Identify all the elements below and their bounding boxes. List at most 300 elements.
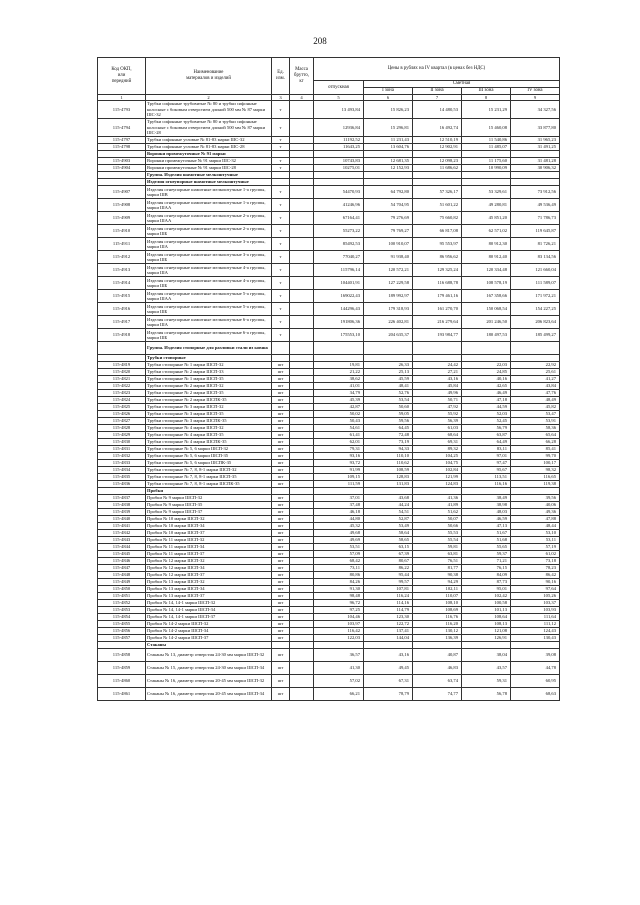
zone-1-price-cell: 123,30 bbox=[364, 614, 413, 621]
header-name-line: Наименование bbox=[193, 70, 224, 76]
table-row bbox=[98, 688, 560, 701]
wholesale-price-cell: 67164,41 bbox=[314, 212, 364, 225]
name-cell: Трубки сифонные угловые № 81-83 марки ШС-28 bbox=[146, 144, 272, 151]
zone-2-price-cell: 86 956,62 bbox=[413, 251, 462, 264]
empty-cell bbox=[462, 172, 511, 179]
zone-2-price-cell: 61,03 bbox=[413, 425, 462, 432]
zone-3-price-cell: 49 280,81 bbox=[462, 199, 511, 212]
header-prices-title: Цены в рублях на IV квартал (в ценах без НДС) bbox=[314, 58, 560, 81]
zone-2-price-cell: 124,83 bbox=[413, 481, 462, 488]
mass-cell bbox=[290, 467, 314, 474]
empty-code-cell bbox=[98, 172, 146, 179]
zone-4-price-cell: 71 786,73 bbox=[511, 212, 560, 225]
zone-2-price-cell: 136,39 bbox=[413, 635, 462, 642]
header-code-line: или bbox=[117, 73, 126, 78]
table-row bbox=[98, 390, 560, 397]
empty-cell bbox=[462, 151, 511, 158]
mass-cell bbox=[290, 137, 314, 144]
wholesale-price-cell: 53,51 bbox=[314, 544, 364, 551]
mass-cell bbox=[290, 101, 314, 119]
column-number: 7 bbox=[413, 94, 462, 101]
zone-3-price-cell: 15 460,08 bbox=[462, 119, 511, 137]
wholesale-price-cell: 73,11 bbox=[314, 565, 364, 572]
zone-1-price-cell: 86,22 bbox=[364, 565, 413, 572]
wholesale-price-cell: 116,42 bbox=[314, 628, 364, 635]
name-cell: Трубки стопорные № 2 марки ШСПК-35 bbox=[146, 397, 272, 404]
zone-2-price-cell: 41,36 bbox=[413, 495, 462, 502]
empty-cell bbox=[413, 342, 462, 355]
code-cell: 115-4834 bbox=[98, 467, 146, 474]
zone-1-price-cell: 116,24 bbox=[364, 593, 413, 600]
zone-4-price-cell: 39,08 bbox=[511, 649, 560, 662]
header-mass-line: кг bbox=[299, 78, 304, 84]
table-row bbox=[98, 474, 560, 481]
unit-cell: шт bbox=[272, 675, 290, 688]
empty-cell bbox=[413, 151, 462, 158]
zone-2-price-cell: 12 902,91 bbox=[413, 144, 462, 151]
zone-2-price-cell: 116,76 bbox=[413, 614, 462, 621]
zone-4-price-cell: 40,06 bbox=[511, 502, 560, 509]
zone-3-price-cell: 48,03 bbox=[462, 509, 511, 516]
name-cell: Изделия огнеупорные шамотные мелкоштучные 6-а группы, марки ША bbox=[146, 316, 272, 329]
zone-4-price-cell: 39,56 bbox=[511, 495, 560, 502]
table-row bbox=[98, 481, 560, 488]
wholesale-price-cell: 11643,25 bbox=[314, 144, 364, 151]
unit-cell: шт bbox=[272, 662, 290, 675]
name-cell: Пробки № 13 марки ШСП-32 bbox=[146, 579, 272, 586]
code-cell: 115-4820 bbox=[98, 369, 146, 376]
name-cell: Пробки № 11 марки ШСП-34 bbox=[146, 544, 272, 551]
table-row bbox=[98, 316, 560, 329]
mass-cell bbox=[290, 376, 314, 383]
mass-cell bbox=[290, 572, 314, 579]
empty-code-cell bbox=[98, 179, 146, 186]
unit-cell: шт bbox=[272, 523, 290, 530]
zone-2-price-cell: 95 553,97 bbox=[413, 238, 462, 251]
zone-4-price-cell: 31 965,23 bbox=[511, 137, 560, 144]
name-cell: Трубки стопорные № 4 марки ШСП-32 bbox=[146, 425, 272, 432]
table-row bbox=[98, 137, 560, 144]
header-wholesale: отпускная bbox=[314, 81, 364, 95]
mass-cell bbox=[290, 264, 314, 277]
zone-1-price-cell: 204 635,37 bbox=[364, 329, 413, 342]
subgroup-heading-row bbox=[98, 488, 560, 495]
name-cell: Трубки сифонные трубовитые № 80 и трубки сифонные колосные с боковым отверстием длиной 500 мм № 87 марки ШС-28 bbox=[146, 119, 272, 137]
zone-3-price-cell: 108,13 bbox=[462, 621, 511, 628]
zone-4-price-cell: 33 877,80 bbox=[511, 119, 560, 137]
table-row bbox=[98, 418, 560, 425]
zone-3-price-cell: 15 231,29 bbox=[462, 101, 511, 119]
name-cell: Воронки промежуточные № 91 марки ШС-32 bbox=[146, 158, 272, 165]
zone-4-price-cell: 68,63 bbox=[511, 688, 560, 701]
mass-cell bbox=[290, 649, 314, 662]
mass-cell bbox=[290, 600, 314, 607]
zone-4-price-cell: 43,84 bbox=[511, 383, 560, 390]
mass-cell bbox=[290, 251, 314, 264]
unit-cell: шт bbox=[272, 688, 290, 701]
empty-cell bbox=[511, 642, 560, 649]
empty-code-cell bbox=[98, 642, 146, 649]
wholesale-price-cell: 44,80 bbox=[314, 516, 364, 523]
wholesale-price-cell: 91,99 bbox=[314, 467, 364, 474]
unit-cell: шт bbox=[272, 495, 290, 502]
zone-3-price-cell: 108 578,19 bbox=[462, 277, 511, 290]
empty-cell bbox=[290, 355, 314, 362]
wholesale-price-cell: 21,22 bbox=[314, 369, 364, 376]
table-row bbox=[98, 662, 560, 675]
zone-4-price-cell: 45,82 bbox=[511, 404, 560, 411]
zone-2-price-cell: 12 098,23 bbox=[413, 158, 462, 165]
zone-1-price-cell: 67,39 bbox=[364, 551, 413, 558]
wholesale-price-cell: 84,26 bbox=[314, 579, 364, 586]
name-cell: Изделия огнеупорные шамотные мелкоштучные 2-а группы, марки ШБ bbox=[146, 225, 272, 238]
name-cell: Пробки № 14-2 марки ШСП-37 bbox=[146, 635, 272, 642]
zone-2-price-cell: 11 686,62 bbox=[413, 165, 462, 172]
code-cell: 115-4840 bbox=[98, 516, 146, 523]
zone-1-price-cell: 108,59 bbox=[364, 467, 413, 474]
empty-cell bbox=[364, 179, 413, 186]
zone-1-price-cell: 58,65 bbox=[364, 537, 413, 544]
zone-1-price-cell: 94,33 bbox=[364, 446, 413, 453]
unit-cell: шт bbox=[272, 446, 290, 453]
empty-cell bbox=[511, 488, 560, 495]
empty-cell bbox=[462, 642, 511, 649]
name-cell: Трубки стопорные № 1 марки ШСП-32 bbox=[146, 362, 272, 369]
zone-2-price-cell: 102,11 bbox=[413, 586, 462, 593]
wholesale-price-cell: 10275,01 bbox=[314, 165, 364, 172]
zone-3-price-cell: 22,03 bbox=[462, 362, 511, 369]
zone-4-price-cell: 119 645,87 bbox=[511, 225, 560, 238]
mass-cell bbox=[290, 544, 314, 551]
mass-cell bbox=[290, 238, 314, 251]
name-cell: Трубки стопорные № 5, 6 марки ШСП-32 bbox=[146, 446, 272, 453]
unit-cell: т bbox=[272, 225, 290, 238]
table-row bbox=[98, 453, 560, 460]
zone-2-price-cell: 89,32 bbox=[413, 446, 462, 453]
zone-1-price-cell: 53,49 bbox=[364, 523, 413, 530]
name-cell: Пробки № 11 марки ШСП-37 bbox=[146, 551, 272, 558]
name-cell: Трубки стопорные № 3 марки ШСП-35 bbox=[146, 411, 272, 418]
name-cell: Трубки стопорные № 7, 8, 8-1 марки ШСП-35 bbox=[146, 474, 272, 481]
table-row bbox=[98, 264, 560, 277]
mass-cell bbox=[290, 362, 314, 369]
code-cell: 115-4913 bbox=[98, 264, 146, 277]
zone-4-price-cell: 103,37 bbox=[511, 600, 560, 607]
zone-3-price-cell: 24,85 bbox=[462, 369, 511, 376]
mass-cell bbox=[290, 635, 314, 642]
header-unit-line: изм. bbox=[276, 75, 285, 81]
code-cell: 115-4843 bbox=[98, 537, 146, 544]
zone-1-price-cell: 12 681,35 bbox=[364, 158, 413, 165]
zone-1-price-cell: 43,16 bbox=[364, 649, 413, 662]
wholesale-price-cell: 104,46 bbox=[314, 614, 364, 621]
zone-4-price-cell: 65,64 bbox=[511, 432, 560, 439]
zone-4-price-cell: 31 491,25 bbox=[511, 144, 560, 151]
header-estimate: Сметная bbox=[364, 81, 560, 88]
code-cell: 115-4836 bbox=[98, 481, 146, 488]
zone-3-price-cell: 51,67 bbox=[462, 530, 511, 537]
table-row bbox=[98, 537, 560, 544]
mass-cell bbox=[290, 425, 314, 432]
code-cell: 115-4858 bbox=[98, 649, 146, 662]
wholesale-price-cell: 104401,91 bbox=[314, 277, 364, 290]
table-row bbox=[98, 586, 560, 593]
column-number: 3 bbox=[272, 94, 290, 101]
unit-cell: шт bbox=[272, 362, 290, 369]
zone-4-price-cell: 111 589,07 bbox=[511, 277, 560, 290]
table-row bbox=[98, 607, 560, 614]
zone-2-price-cell: 12 510,19 bbox=[413, 137, 462, 144]
header-zone-4: IV зона bbox=[511, 87, 560, 94]
zone-2-price-cell: 69,31 bbox=[413, 439, 462, 446]
empty-code-cell bbox=[98, 151, 146, 158]
zone-2-price-cell: 104,25 bbox=[413, 453, 462, 460]
unit-cell: шт bbox=[272, 558, 290, 565]
zone-1-price-cell: 54 704,95 bbox=[364, 199, 413, 212]
zone-3-price-cell: 56,78 bbox=[462, 688, 511, 701]
zone-1-price-cell: 59,56 bbox=[364, 418, 413, 425]
subgroup-heading-row bbox=[98, 151, 560, 158]
table-row bbox=[98, 516, 560, 523]
name-cell: Трубки стопорные № 2 марки ШСП-33 bbox=[146, 369, 272, 376]
unit-cell: шт bbox=[272, 593, 290, 600]
empty-code-cell bbox=[98, 488, 146, 495]
unit-cell: т bbox=[272, 199, 290, 212]
mass-cell bbox=[290, 509, 314, 516]
mass-cell bbox=[290, 558, 314, 565]
name-cell: Трубки стопорные № 1 марки ШСП-35 bbox=[146, 376, 272, 383]
mass-cell bbox=[290, 383, 314, 390]
zone-2-price-cell: 57 326,17 bbox=[413, 186, 462, 199]
zone-2-price-cell: 116 688,78 bbox=[413, 277, 462, 290]
zone-4-price-cell: 119,38 bbox=[511, 481, 560, 488]
zone-3-price-cell: 97,47 bbox=[462, 460, 511, 467]
code-cell: 115-4860 bbox=[98, 675, 146, 688]
table-body bbox=[98, 101, 560, 701]
unit-cell: шт bbox=[272, 649, 290, 662]
unit-cell: шт bbox=[272, 474, 290, 481]
zone-4-price-cell: 154 227,25 bbox=[511, 303, 560, 316]
code-cell: 115-4844 bbox=[98, 544, 146, 551]
page-number: 208 bbox=[313, 36, 327, 46]
zone-2-price-cell: 161 270,70 bbox=[413, 303, 462, 316]
code-cell: 115-4910 bbox=[98, 225, 146, 238]
zone-4-price-cell: 49 536,49 bbox=[511, 199, 560, 212]
code-cell: 115-4903 bbox=[98, 158, 146, 165]
zone-1-price-cell: 110,62 bbox=[364, 460, 413, 467]
subgroup-heading-row bbox=[98, 355, 560, 362]
mass-cell bbox=[290, 688, 314, 701]
unit-cell: т bbox=[272, 316, 290, 329]
table-row bbox=[98, 649, 560, 662]
header-code-line: Код ОКП, bbox=[111, 67, 132, 73]
mass-cell bbox=[290, 446, 314, 453]
code-cell: 115-4917 bbox=[98, 316, 146, 329]
code-cell: 115-4911 bbox=[98, 238, 146, 251]
header-zone-1: I зона bbox=[364, 87, 413, 94]
table-row bbox=[98, 186, 560, 199]
code-cell: 115-4827 bbox=[98, 418, 146, 425]
zone-3-price-cell: 80 912,40 bbox=[462, 251, 511, 264]
code-cell: 115-4842 bbox=[98, 530, 146, 537]
wholesale-price-cell: 57,09 bbox=[314, 551, 364, 558]
unit-cell: шт bbox=[272, 460, 290, 467]
empty-cell bbox=[290, 342, 314, 355]
name-cell: Изделия огнеупорные шамотные мелкоштучные 1-а группы, марки ШВ bbox=[146, 186, 272, 199]
unit-cell: шт bbox=[272, 635, 290, 642]
name-cell: Изделия огнеупорные шамотные мелкоштучные 3-а группы, марки ШБ bbox=[146, 251, 272, 264]
empty-cell bbox=[272, 172, 290, 179]
zone-3-price-cell: 120 334,48 bbox=[462, 264, 511, 277]
zone-2-price-cell: 110,07 bbox=[413, 593, 462, 600]
table-row bbox=[98, 303, 560, 316]
zone-1-price-cell: 99,57 bbox=[364, 579, 413, 586]
table-row bbox=[98, 621, 560, 628]
mass-cell bbox=[290, 432, 314, 439]
unit-cell: шт bbox=[272, 621, 290, 628]
table-row bbox=[98, 523, 560, 530]
zone-1-price-cell: 15 296,81 bbox=[364, 119, 413, 137]
empty-cell bbox=[272, 488, 290, 495]
zone-2-price-cell: 14 480,53 bbox=[413, 101, 462, 119]
zone-4-price-cell: 31 481,28 bbox=[511, 158, 560, 165]
zone-3-price-cell: 47,18 bbox=[462, 397, 511, 404]
zone-1-price-cell: 13 604,76 bbox=[364, 144, 413, 151]
zone-4-price-cell: 97,64 bbox=[511, 586, 560, 593]
zone-2-price-cell: 55,92 bbox=[413, 411, 462, 418]
wholesale-price-cell: 80,86 bbox=[314, 572, 364, 579]
code-cell: 115-4794 bbox=[98, 119, 146, 137]
zone-4-price-cell: 49,36 bbox=[511, 509, 560, 516]
column-number: 6 bbox=[364, 94, 413, 101]
code-cell: 115-4845 bbox=[98, 551, 146, 558]
zone-3-price-cell: 59,31 bbox=[462, 675, 511, 688]
unit-cell: шт bbox=[272, 369, 290, 376]
unit-cell: шт bbox=[272, 572, 290, 579]
zone-1-price-cell: 58,64 bbox=[364, 530, 413, 537]
wholesale-price-cell: 45,39 bbox=[314, 397, 364, 404]
code-cell: 115-4861 bbox=[98, 688, 146, 701]
name-cell: Трубки стопорные № 5, 6 марки ШСПК-35 bbox=[146, 460, 272, 467]
code-cell: 115-4825 bbox=[98, 404, 146, 411]
zone-3-price-cell: 38,04 bbox=[462, 649, 511, 662]
unit-cell: шт bbox=[272, 509, 290, 516]
empty-cell bbox=[462, 342, 511, 355]
zone-2-price-cell: 50,07 bbox=[413, 516, 462, 523]
zone-1-price-cell: 72,48 bbox=[364, 432, 413, 439]
empty-cell bbox=[462, 488, 511, 495]
empty-code-cell bbox=[98, 342, 146, 355]
code-cell: 115-4849 bbox=[98, 579, 146, 586]
zone-1-price-cell: 80,67 bbox=[364, 558, 413, 565]
zone-4-price-cell: 58,36 bbox=[511, 425, 560, 432]
zone-2-price-cell: 179 461,16 bbox=[413, 290, 462, 303]
column-number: 1 bbox=[98, 94, 146, 101]
zone-2-price-cell: 27,21 bbox=[413, 369, 462, 376]
mass-cell bbox=[290, 186, 314, 199]
unit-cell: шт bbox=[272, 530, 290, 537]
unit-cell: шт bbox=[272, 432, 290, 439]
mass-cell bbox=[290, 516, 314, 523]
zone-3-price-cell: 38,98 bbox=[462, 502, 511, 509]
unit-cell: шт bbox=[272, 453, 290, 460]
code-cell: 115-4848 bbox=[98, 572, 146, 579]
name-cell: Пробки № 14, 14-1 марки ШСП-34 bbox=[146, 607, 272, 614]
header-code bbox=[98, 58, 146, 95]
unit-cell: т bbox=[272, 144, 290, 151]
empty-cell bbox=[314, 342, 364, 355]
unit-cell: шт bbox=[272, 467, 290, 474]
zone-4-price-cell: 44,78 bbox=[511, 662, 560, 675]
name-cell: Трубки стопорные № 3 марки ШСП-32 bbox=[146, 404, 272, 411]
empty-cell bbox=[413, 488, 462, 495]
name-cell: Изделия огнеупорные шамотные мелкоштучные 4-а группы, марки ШБ bbox=[146, 277, 272, 290]
empty-cell bbox=[314, 488, 364, 495]
unit-cell: шт bbox=[272, 607, 290, 614]
code-cell: 115-4839 bbox=[98, 509, 146, 516]
column-number: 9 bbox=[511, 94, 560, 101]
table-row bbox=[98, 369, 560, 376]
unit-cell: шт bbox=[272, 516, 290, 523]
table-row bbox=[98, 251, 560, 264]
zone-2-price-cell: 90,38 bbox=[413, 572, 462, 579]
wholesale-price-cell: 41,30 bbox=[314, 662, 364, 675]
subgroup-title: Изделия огнеупорные шамотные мелкоштучные bbox=[146, 179, 272, 186]
zone-3-price-cell: 52,03 bbox=[462, 411, 511, 418]
table-row bbox=[98, 635, 560, 642]
zone-4-price-cell: 81 726,21 bbox=[511, 238, 560, 251]
empty-cell bbox=[462, 179, 511, 186]
table-row bbox=[98, 460, 560, 467]
unit-cell: т bbox=[272, 251, 290, 264]
unit-cell: т bbox=[272, 303, 290, 316]
unit-cell: шт bbox=[272, 544, 290, 551]
code-cell: 115-4833 bbox=[98, 460, 146, 467]
header-mass-line: брутто, bbox=[294, 73, 309, 78]
header-code-line: передний bbox=[111, 78, 132, 84]
name-cell: Изделия огнеупорные шамотные мелкоштучные 4-а группы, марки ША bbox=[146, 264, 272, 277]
zone-3-price-cell: 47,13 bbox=[462, 523, 511, 530]
unit-cell: т bbox=[272, 277, 290, 290]
wholesale-price-cell: 97,25 bbox=[314, 607, 364, 614]
unit-cell: шт bbox=[272, 551, 290, 558]
table-row bbox=[98, 158, 560, 165]
subgroup-title: Трубки стопорные bbox=[146, 355, 272, 362]
zone-1-price-cell: 50,60 bbox=[364, 404, 413, 411]
wholesale-price-cell: 11192,52 bbox=[314, 137, 364, 144]
mass-cell bbox=[290, 404, 314, 411]
table-row bbox=[98, 544, 560, 551]
zone-3-price-cell: 126,91 bbox=[462, 635, 511, 642]
zone-3-price-cell: 43,57 bbox=[462, 662, 511, 675]
wholesale-price-cell: 98,48 bbox=[314, 593, 364, 600]
zone-2-price-cell: 193 984,77 bbox=[413, 329, 462, 342]
header-unit bbox=[272, 58, 290, 95]
empty-cell bbox=[413, 355, 462, 362]
zone-1-price-cell: 59,05 bbox=[364, 411, 413, 418]
zone-4-price-cell: 22,92 bbox=[511, 362, 560, 369]
name-cell: Пробки № 10 марки ШСП-32 bbox=[146, 516, 272, 523]
zone-4-price-cell: 90,16 bbox=[511, 579, 560, 586]
zone-4-price-cell: 171 972,21 bbox=[511, 290, 560, 303]
subgroup-heading-row bbox=[98, 179, 560, 186]
subgroup-title: Пробки bbox=[146, 488, 272, 495]
name-cell: Стаканы № 15, диаметр отверстия 24-30 мм марки ШСП-34 bbox=[146, 662, 272, 675]
unit-cell: т bbox=[272, 119, 290, 137]
name-cell: Трубки стопорные № 3 марки ШСПК-35 bbox=[146, 418, 272, 425]
name-cell: Трубки сифонные трубовитые № 80 и трубки сифонные колосные с боковым отверстием длиной 500 мм № 87 марки ШС-32 bbox=[146, 101, 272, 119]
zone-3-price-cell: 76,15 bbox=[462, 565, 511, 572]
